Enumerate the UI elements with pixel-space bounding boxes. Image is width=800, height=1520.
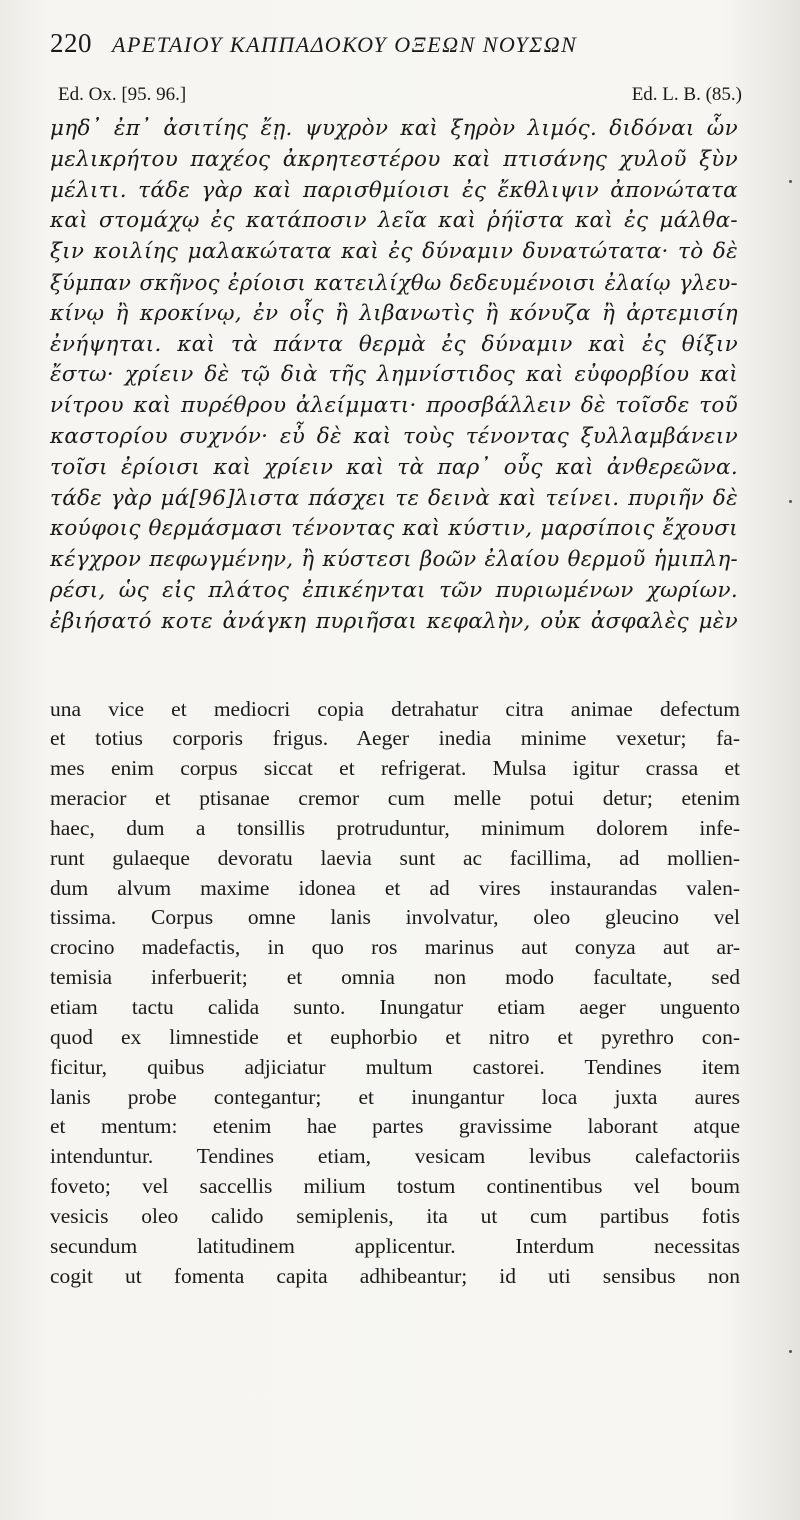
latin-text-line: lanis probe contegantur; et inungantur loca juxta aures (50, 1084, 740, 1109)
latin-text-line: una vice et mediocri copia detrahatur citra animae defectum (50, 696, 740, 721)
latin-text-line: vesicis oleo calido semiplenis, ita ut cum partibus fotis (50, 1203, 740, 1228)
edition-references (50, 84, 742, 114)
latin-text-line: dum alvum maxime idonea et ad vires instaurandas valen- (50, 875, 740, 900)
margin-mark (789, 180, 792, 183)
greek-text-line: καὶ στομάχῳ ἐς κατάποσιν λεῖα καὶ ῥήϊστα καὶ ἐς μάλθα- (50, 208, 738, 234)
running-head (50, 28, 742, 84)
latin-text-line: temisia inferbuerit; et omnia non modo facultate, sed (50, 965, 740, 990)
latin-text-line: haec, dum a tonsillis protruduntur, minimum dolorem infe- (50, 815, 740, 840)
greek-text-line: ξιν κοιλίης μαλακώτατα καὶ ἐς δύναμιν δυνατώτατα· τὸ δὲ (50, 239, 738, 265)
latin-text-line: secundum latitudinem applicentur. Interdum necessitas (50, 1233, 740, 1258)
latin-text-line: etiam tactu calida sunto. Inungatur etiam aeger unguento (50, 994, 740, 1019)
latin-text-line: cogit ut fomenta capita adhibeantur; id uti sensibus non (50, 1263, 740, 1288)
latin-text-line: runt gulaeque devoratu laevia sunt ac facillima, ad mollien- (50, 845, 740, 870)
latin-text-line: tissima. Corpus omne lanis involvatur, oleo gleucino vel (50, 905, 740, 930)
latin-text-line: crocino madefactis, in quo ros marinus aut conyza aut ar- (50, 935, 740, 960)
margin-mark (789, 1350, 792, 1353)
latin-text-line: et mentum: etenim hae partes gravissime laborant atque (50, 1114, 740, 1139)
latin-text-line: mes enim corpus siccat et refrigerat. Mulsa igitur crassa et (50, 756, 740, 781)
latin-text-line: quod ex limnestide et euphorbio et nitro et pyrethro con- (50, 1024, 740, 1049)
greek-text-line: μελικρήτου παχέος ἀκρητεστέρου καὶ πτισάνης χυλοῦ ξὺν (50, 146, 738, 172)
latin-text-line: meracior et ptisanae cremor cum melle potui detur; etenim (50, 786, 740, 811)
greek-text-line: κέγχρον πεφωγμένην, ἢ κύστεσι βοῶν ἐλαίου θερμοῦ ἡμιπλη- (50, 547, 738, 573)
greek-text-line: μηδ᾽ ἐπ᾽ ἀσιτίης ἔῃ. ψυχρὸν καὶ ξηρὸν λιμός. διδόναι ὧν (50, 116, 738, 141)
latin-text-line: ficitur, quibus adjiciatur multum castorei. Tendines item (50, 1054, 740, 1079)
running-title: ΑΡΕΤΑΙΟΥ ΚΑΠΠΑΔΟΚΟΥ ΟΞΕΩΝ ΝΟΥΣΩΝ (112, 32, 578, 57)
latin-text-line: intenduntur. Tendines etiam, vesicam levibus calefactoriis (50, 1144, 740, 1169)
greek-text-line: ξύμπαν σκῆνος ἐρίοισι κατειλίχθω δεδευμένοισι ἐλαίῳ γλευ- (50, 269, 738, 295)
edition-ref-right: Ed. L. B. (85.) (631, 84, 742, 105)
latin-text-line: foveto; vel saccellis milium tostum continentibus vel boum (50, 1174, 740, 1199)
greek-text-line: τάδε γὰρ μά[96]λιστα πάσχει τε δεινὰ καὶ τείνει. πυριῆν δὲ (50, 485, 738, 511)
greek-text-line: ἔστω· χρίειν δὲ τῷ διὰ τῆς λημνίστιδος καὶ εὐφορβίου καὶ (50, 362, 738, 388)
greek-text-line: μέλιτι. τάδε γὰρ καὶ παρισθμίοισι ἐς ἔκθλιψιν ἀπονώτατα (50, 177, 738, 203)
greek-text-block (50, 114, 742, 638)
latin-text-line: et totius corporis frigus. Aeger inedia minime vexetur; fa- (50, 726, 740, 751)
greek-text-line: νίτρου καὶ πυρέθρου ἀλείμματι· προσβάλλειν δὲ τοῖσδε τοῦ (50, 393, 738, 419)
latin-translation-block (50, 695, 742, 1292)
greek-text-line: ρέσι, ὡς εἰς πλάτος ἐπικέηνται τῶν πυριωμένων χωρίων. (50, 577, 738, 603)
greek-text-line: κούφοις θερμάσμασι τένοντας καὶ κύστιν, μαρσίποις ἔχουσι (50, 516, 738, 542)
edition-ref-left: Ed. Ox. [95. 96.] (58, 84, 187, 105)
greek-text-line: τοῖσι ἐρίοισι καὶ χρίειν καὶ τὰ παρ᾽ οὗς καὶ ἀνθερεῶνα. (50, 454, 738, 480)
margin-mark (789, 500, 792, 503)
greek-text-line: κίνῳ ἢ κροκίνῳ, ἐν οἷς ἢ λιβανωτὶς ἢ κόνυζα ἢ ἀρτεμισίη (50, 300, 738, 326)
greek-text-line: καστορίου συχνόν· εὖ δὲ καὶ τοὺς τένοντας ξυλλαμβάνειν (50, 423, 738, 449)
greek-text-line: ἐβιήσατό κοτε ἀνάγκη πυριῆσαι κεφαλὴν, οὐκ ἀσφαλὲς μὲν (50, 608, 738, 634)
page-number: 220 (50, 28, 92, 58)
greek-text-line: ἐνήψηται. καὶ τὰ πάντα θερμὰ ἐς δύναμιν καὶ ἐς θίξιν (50, 331, 738, 357)
